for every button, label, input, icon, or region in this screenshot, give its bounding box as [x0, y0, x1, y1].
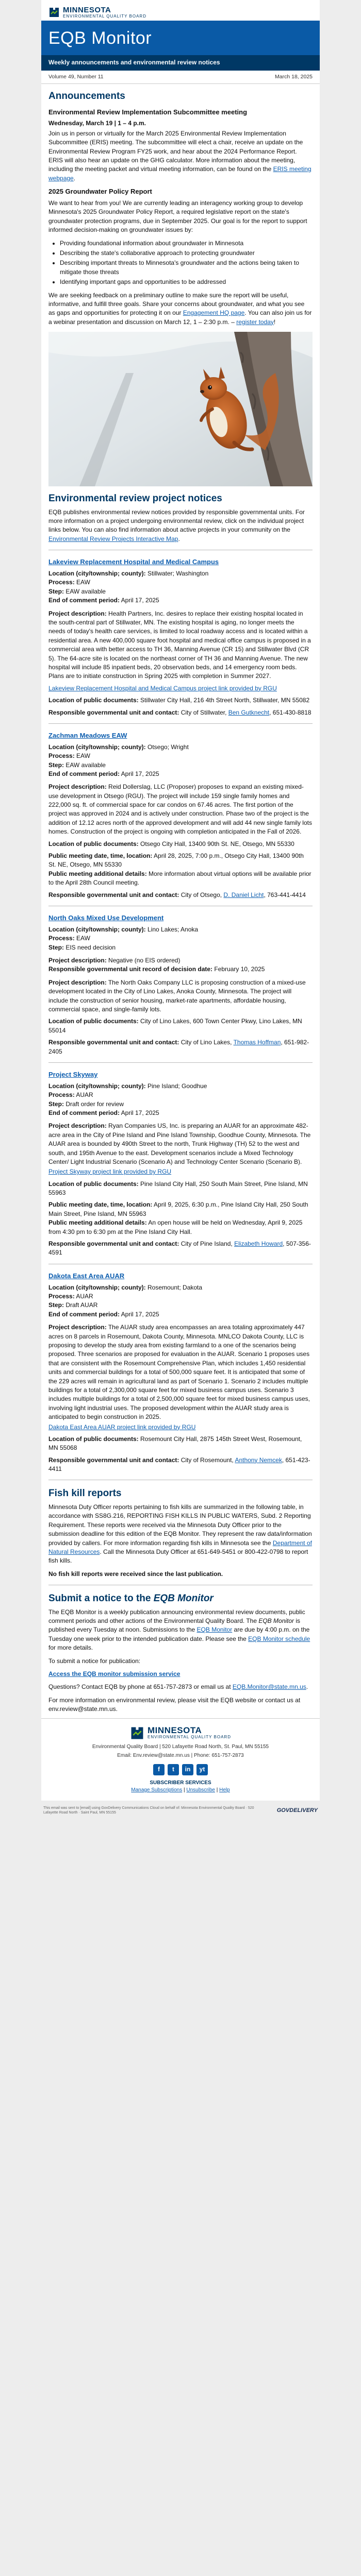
project-rgu-link[interactable]: Lakeview Replacement Hospital and Medical Campus project link provided by RGU — [48, 684, 277, 692]
issue-date: March 18, 2025 — [275, 73, 313, 80]
minnesota-logo-icon — [130, 1726, 144, 1740]
project-meeting-details: More information about virtual options will be available prior to the April 28th Council meeting. — [48, 870, 311, 887]
divider — [48, 723, 313, 724]
submit-heading: Submit a notice to the EQB Monitor — [48, 1593, 214, 1604]
list-item: • Identifying important gaps and opportunities to be addressed — [60, 278, 313, 286]
eris-meeting-when: Wednesday, March 19 | 1 – 4 p.m. — [48, 120, 146, 127]
monitor-schedule-link[interactable]: EQB Monitor schedule — [248, 1635, 310, 1642]
govdelivery-logo[interactable]: GOVDELIVERY — [276, 1807, 318, 1814]
project-description: The AUAR study area encompasses an area totaling approximately 447 acres on 8 parcels in Rosemount, Dakota County, Minnesota. MNLCO Dakota County, LLC is proposing to develop the study area from existing farmland to a one of the scenarios being proposed. Three scenarios are proposed for evaluation in the AUAR. Scenario 1 proposes uses that are consistent with the Rosemount Comprehensive Plan, which includes 1,450 residential units and commercial buildings for a total of 500,000 square feet. It is anticipated that some of the 229 acres will remain in agricultural land as part of Scenario 1. Scenario 2 includes multiple buildings for a total of 2,300,000 square feet for mixed business campus uses. Scenario 3 includes multiple buildings for a total of 2,500,000 square feet for mixed business campus uses, involving light industrial uses. The proposed development within the AUAR study area is anticipated to begin construction in 2025. — [48, 1324, 310, 1421]
project-rgu-link[interactable]: Dakota East Area AUAR project link provided by RGU — [48, 1423, 196, 1431]
project-public-meeting: April 9, 2025, 6:30 p.m., Pine Island City Hall, 250 South Main Street, Pine Island, MN 55963 — [48, 1201, 308, 1217]
project-notice-north-oaks: North Oaks Mixed Use Development Location (city/township; county): Lino Lakes; Anoka Process: EAW Step: EIS need decision Project description: Negative (no EIS ordered) Responsible governmental unit record of decision date: February 10, 2025 Project description: The North Oaks Company LLC is proposing construction of a mixed-use development located in the City of Lino Lakes, Anoka County, Minnesota. The project will include the construction of senior housing, market-rate apartments, affordable housing, commercial space, and single-family lots. Location of public documents: City of Lino Lakes, 600 Town Center Pkwy, Lino Lakes, MN 55014 Responsible governmental unit and contact: City of Lino Lakes, Thomas Hoffman, 651-982-2405 — [48, 914, 309, 1055]
eqb-monitor-email-link[interactable]: EQB.Monitor@state.mn.us — [232, 1683, 306, 1691]
project-decision-date: February 10, 2025 — [214, 965, 265, 973]
submit-more-info: For more information on environmental review, please visit the EQB website or contact us at env.review@state.mn.us. — [48, 1696, 301, 1713]
twitter-icon[interactable]: t — [168, 1764, 179, 1775]
register-webinar-link[interactable]: register today — [236, 318, 274, 326]
email-container — [41, 0, 320, 1801]
project-public-docs: City of Lino Lakes, 600 Town Center Pkwy, Lino Lakes, MN 55014 — [48, 1018, 302, 1034]
project-notice-dakota-east: Dakota East Area AUAR Location (city/township; county): Rosemount; Dakota Process: AUAR Step: Draft AUAR End of comment period: April 17, 2025 Project description: The AUAR study area encompasses an area totaling approximately 447 acres on 8 parcels in Rosemount, Dakota County, Minnesota. MNLCO Dakota County, LLC is proposing to develop the study area from existing farmland to a one of the scenarios being proposed. Three scenarios are proposed for evaluation in the AUAR. Scenario 1 proposes uses that are consistent with the Rosemount Comprehensive Plan, which includes 1,450 residential units and commercial buildings for a total of 500,000 square feet. It is anticipated that some of the 229 acres will remain in agricultural land as part of Scenario 1. Scenario 2 includes multiple buildings for a total of 2,300,000 square feet for mixed business campus uses. Scenario 3 includes multiple buildings for a total of 2,500,000 square feet for mixed business campus uses, involving light industrial uses. The proposed development within the AUAR study area is anticipated to begin construction in 2025. Dakota East Area AUAR project link provided by RGU Location of public documents: Rosemount City Hall, 2875 145th Street West, Rosemount, MN 55068 Responsible governmental unit and contact: City of Rosemount, Anthony Nemcek, 651-423-4411 — [48, 1272, 310, 1473]
groundwater-report-intro: We want to hear from you! We are currently leading an interagency working group to develop Minnesota's 2025 Groundwater Policy Report, a required legislative report on the state's groundwater protection programs, due in September 2025. Our goal is for the report to support informed decision-making on groundwater issues by: — [48, 199, 307, 234]
interactive-map-link[interactable]: Environmental Review Projects Interactive Map — [48, 535, 178, 543]
project-location: Otsego; Wright — [147, 743, 189, 751]
groundwater-report-title: 2025 Groundwater Policy Report — [48, 188, 152, 196]
project-contact-link[interactable]: Elizabeth Howard — [234, 1240, 283, 1248]
newsletter-title: EQB Monitor — [48, 28, 152, 48]
list-item: • Providing foundational information about groundwater in Minnesota — [60, 239, 313, 248]
footer-address: Environmental Quality Board | 520 Lafayette Road North, St. Paul, MN 55155 — [92, 1743, 269, 1750]
project-contact-link[interactable]: Ben Gutknecht — [228, 708, 270, 716]
govdelivery-footer — [41, 1801, 320, 1819]
project-public-docs: Otsego City Hall, 13400 90th St. NE, Otsego, MN 55330 — [140, 840, 294, 848]
volume-bar — [41, 71, 320, 84]
project-notice-skyway: Project Skyway Location (city/township; county): Pine Island; Goodhue Process: AUAR Step: Draft order for review End of comment period: April 17, 2025 Project description: Ryan Companies US, Inc. is preparing an AUAR for an approximate 482-acre area in the City of Pine Island and Pine Island Township, Goodhue County, Minnesota. The AUAR area is bounded by 490th Street to the north, Trunk Highway (TH) 52 to the west and south, and 195th Avenue to the east. Development scenarios include a Mixed Technology Center/ Light Industrial Scenario (Scenario A) and Technology Center Scenario (Scenario B). Project Skyway project link provided by RGU Location of public documents: Pine Island City Hall, 250 South Main Street, Pine Island, MN 55963 Public meeting date, time, location: April 9, 2025, 6:30 p.m., Pine Island City Hall, 250 South Main Street, Pine Island, MN 55963 Public meeting additional details: An open house will be held on Wednesday, April 9, 2025 from 4:30 pm to 6:30 pm at the Pine Island City Hall. Responsible governmental unit and contact: City of Pine Island, Elizabeth Howard, 507-356-4591 — [48, 1070, 311, 1257]
engagement-hq-link[interactable]: Engagement HQ page — [183, 309, 245, 317]
facebook-icon[interactable]: f — [153, 1764, 165, 1775]
dnr-link[interactable]: Department of Natural Resources — [48, 1539, 312, 1555]
review-notices-heading: Environmental review project notices — [48, 493, 222, 504]
project-title-link[interactable]: Dakota East Area AUAR — [48, 1272, 125, 1280]
groundwater-goals-list — [48, 239, 313, 287]
red-squirrel-photo — [48, 332, 313, 486]
fish-kill-heading: Fish kill reports — [48, 1488, 122, 1499]
project-step: EAW available — [65, 761, 106, 769]
announcements-heading: Announcements — [48, 91, 125, 102]
project-end-comment: April 17, 2025 — [121, 770, 159, 777]
project-description: Ryan Companies US, Inc. is preparing an AUAR for an approximate 482-acre area in the City of Pine Island and Pine Island Township, Goodhue County, Minnesota. The AUAR area is bounded by 490th Street to the north, Trunk Highway (TH) 52 to the west and south, and 195th Avenue to the east. Development scenarios include a Mixed Technology Center/ Light Industrial Scenario (Scenario A) and Technology Center Scenario (Scenario B). — [48, 1122, 311, 1165]
tagline-bar: Weekly announcements and environmental review notices — [41, 55, 320, 70]
logo-state: MINNESOTA — [63, 6, 111, 14]
project-public-meeting: April 28, 2025, 7:00 p.m., Otsego City Hall, 13400 90th St. NE, Otsego, MN 55330 — [48, 852, 304, 869]
divider — [48, 1062, 313, 1063]
title-banner — [41, 21, 320, 55]
social-links — [48, 1764, 313, 1775]
footer — [41, 1718, 320, 1801]
eris-meeting-body: Join us in person or virtually for the March 2025 Environmental Review Implementation Subcommittee (ERIS) meeting. The subcommittee will elect a chair, receive an update on the Environmental Review Program FY25 work, and hear about the 2024 Performance Report. ERIS will also hear an update on the GHG calculator. More information about the meeting, including the meeting packet and virtual meeting information, can be found on the ERIS meeting webpage. — [48, 129, 311, 182]
project-rgu-link[interactable]: Project Skyway project link provided by RGU — [48, 1168, 172, 1176]
unsubscribe-link[interactable]: Unsubscribe — [186, 1787, 215, 1793]
project-public-docs: Stillwater City Hall, 216 4th Street North, Stillwater, MN 55082 — [140, 697, 310, 704]
project-process: EAW — [76, 752, 90, 760]
project-step: Draft AUAR — [65, 1301, 98, 1309]
list-item: • Describing important threats to Minnesota's groundwater and the actions being taken to mitigate those threats — [60, 259, 313, 277]
project-public-docs: Pine Island City Hall, 250 South Main Street, Pine Island, MN 55963 — [48, 1180, 308, 1197]
project-description: Health Partners, Inc. desires to replace their existing hospital located in the south-central part of Stillwater, MN. The existing hospital is aging, no longer meets the needs of today's health care services, is limited to local roadway access and is located within a residential area. A new 400,000 square foot hospital and medical office campus is proposed in a commercial area with better access to TH 36, Manning Avenue (CR 15) and Stillwater Blvd (CR 5). The 64-acre site is located on the northeast corner of TH 36 and Manning Avenue. The new hospital will include 85 inpatient beds, 20 observation beds, and 14 emergency room beds. Plans are to initiate construction in Spring 2025 with completion in Summer 2027. — [48, 609, 311, 680]
fish-kill-none: No fish kill reports were received since the last publication. — [48, 1570, 223, 1578]
project-contact-link[interactable]: Anthony Nemcek — [235, 1456, 282, 1464]
project-title-link[interactable]: Project Skyway — [48, 1070, 98, 1078]
project-title-link[interactable]: Zachman Meadows EAW — [48, 731, 127, 739]
submit-questions: Questions? Contact EQB by phone at 651-757-2873 or email us at EQB.Monitor@state.mn.us. — [48, 1683, 308, 1691]
project-title-link[interactable]: Lakeview Replacement Hospital and Medical Campus — [48, 558, 219, 566]
minnesota-logo-icon — [48, 7, 60, 18]
project-location: Stillwater; Washington — [147, 570, 209, 578]
project-step: Draft order for review — [65, 1100, 124, 1108]
footer-agency: ENVIRONMENTAL QUALITY BOARD — [147, 1735, 231, 1740]
project-description: The North Oaks Company LLC is proposing construction of a mixed-use development located in the City of Lino Lakes, Anoka County, Minnesota. The project will include the construction of senior housing, market-rate apartments, affordable housing, commercial space, and single-family lots. — [48, 978, 306, 1013]
project-description: Reid Dollerslag, LLC (Proposer) proposes to expand an existing mixed-use development in Otsego (RGU). The project will include 159 single family homes and 222,000 sq. ft. of commercial space for car condos on 67.46 acres. The first portion of the project was approved in 2024 and is actively under construction. Phase two of the project is the addition of 12.12 acres north of the approved development and will add 44 new single family lots homes. Construction of the project is ongoing with completion anticipated in the Fall of 2026. — [48, 783, 312, 836]
submit-instruction: To submit a notice for publication: — [48, 1657, 141, 1665]
footer-contact: Email: Env.review@state.mn.us | Phone: 651-757-2873 — [117, 1753, 244, 1759]
manage-subscriptions-link[interactable]: Manage Subscriptions — [131, 1787, 183, 1793]
project-location: Lino Lakes; Anoka — [147, 925, 199, 933]
footer-logo[interactable] — [48, 1726, 313, 1740]
govdelivery-disclaimer: This email was sent to [email] using GovDelivery Communications Cloud on behalf of: Minnesota Environmental Quality Board · 520 Lafayette Road North · Saint Paul, MN 55155 — [43, 1806, 254, 1815]
footer-state: MINNESOTA — [147, 1725, 202, 1736]
project-process: EAW — [76, 935, 90, 942]
project-notice-lakeview: Lakeview Replacement Hospital and Medical Campus Location (city/township; county): Stillwater; Washington Process: EAW Step: EAW available End of comment period: April 17, 2025 Project description: Health Partners, Inc. desires to replace their existing hospital located in the south-central part of Stillwater, MN. The existing hospital is aging, no longer meets the needs of today's health care services, is limited to local roadway access and is located within a residential area. A new 400,000 square foot hospital and medical office campus is proposed in a commercial area with better access to TH 36, Manning Avenue (CR 15) and Stillwater Blvd (CR 5). The 64-acre site is located on the northeast corner of TH 36 and Manning Avenue. The new hospital will include 85 inpatient beds, 20 observation beds, and 14 emergency room beds. Plans are to initiate construction in Spring 2025 with completion in Summer 2027. Lakeview Replacement Hospital and Medical Campus project link provided by RGU Location of public documents: Stillwater City Hall, 216 4th Street North, Stillwater, MN 55082 Responsible governmental unit and contact: City of Stillwater, Ben Gutknecht, 651-430-8818 — [48, 558, 311, 716]
eqb-monitor-link[interactable]: EQB Monitor — [196, 1626, 233, 1634]
volume-number: Volume 49, Number 11 — [48, 73, 104, 80]
project-end-comment: April 17, 2025 — [121, 1109, 159, 1116]
youtube-icon[interactable]: yt — [196, 1764, 208, 1775]
project-process: AUAR — [76, 1293, 93, 1300]
project-step: EAW available — [65, 587, 106, 595]
project-notice-zachman: Zachman Meadows EAW Location (city/township; county): Otsego; Wright Process: EAW Step: EAW available End of comment period: April 17, 2025 Project description: Reid Dollerslag, LLC (Proposer) proposes to expand an existing mixed-use development in Otsego (RGU). The project will include 159 single family homes and 222,000 sq. ft. of commercial space for car condos on 67.46 acres. The first portion of the project was approved in 2024 and is actively under construction. Phase two of the project is the addition of 12.12 acres north of the approved development and will add 44 new single family lots homes. Construction of the project is ongoing with completion anticipated in the Fall of 2026. Location of public documents: Otsego City Hall, 13400 90th St. NE, Otsego, MN 55330 Public meeting date, time, location: April 28, 2025, 7:00 p.m., Otsego City Hall, 13400 90th St. NE, Otsego, MN 55330 Public meeting additional details: More information about virtual options will be available prior to the April 28th Council meeting. Responsible governmental unit and contact: City of Otsego, D. Daniel Licht, 763-441-4414 — [48, 731, 312, 899]
fish-kill-body: Minnesota Duty Officer reports pertaining to fish kills are summarized in the following table, in accordance with SS8G.216, REPORTING FISH KILLS IN PUBLIC WATERS, Subd. 2 Reporting Requirement. These reports were received via the Minnesota Duty Officer prior to the submission deadline for this edition of the EQB Monitor. They represent the raw data/information provided by callers. For more information regarding fish kills in Minnesota see the Department of Natural Resources. Call the Minnesota Duty Officer at 651-649-5451 or 800-422-0798 to report fish kills. — [48, 1503, 312, 1565]
linkedin-icon[interactable]: in — [182, 1764, 193, 1775]
project-process: AUAR — [76, 1091, 93, 1099]
groundwater-report-feedback: We are seeking feedback on a preliminary outline to make sure the report will be useful, informative, and fulfill three goals. Share your concerns about groundwater, and what you see as gaps and opportunities for protecting it on our Engagement HQ page. You can also join us for a webinar presentation and discussion on March 12, 1 – 2:30 p.m. – register today! — [48, 291, 312, 326]
project-meeting-details: An open house will be held on Wednesday, April 9, 2025 from 4:30 pm to 6:30 pm at the Pine Island City Hall. — [48, 1219, 303, 1235]
project-contact-link[interactable]: Thomas Hoffman — [233, 1039, 281, 1046]
project-title-link[interactable]: North Oaks Mixed Use Development — [48, 914, 164, 922]
project-public-docs: Rosemount City Hall, 2875 145th Street West, Rosemount, MN 55068 — [48, 1435, 302, 1452]
subscriber-links: Manage Subscriptions | Unsubscribe | Help — [131, 1787, 230, 1793]
project-end-comment: April 17, 2025 — [121, 1310, 159, 1318]
submit-description: The EQB Monitor is a weekly publication announcing environmental review documents, public comment periods and other actions of the Environmental Quality Board. The EQB Monitor is published every Tuesday at noon. Submissions to the EQB Monitor are due by 4:00 p.m. on the Tuesday one week prior to the intended publication date. Please see the EQB Monitor schedule for more details. — [48, 1608, 310, 1652]
logo-agency: ENVIRONMENTAL QUALITY BOARD — [63, 13, 146, 19]
project-step: EIS need decision — [65, 943, 116, 951]
help-link[interactable]: Help — [219, 1787, 230, 1793]
project-location: Pine Island; Goodhue — [147, 1082, 207, 1090]
project-process: EAW — [76, 579, 90, 586]
project-contact-link[interactable]: D. Daniel Licht — [223, 891, 264, 899]
project-end-comment: April 17, 2025 — [121, 597, 159, 604]
project-location: Rosemount; Dakota — [147, 1283, 203, 1291]
list-item: • Describing the state's collaborative approach to protecting groundwater — [60, 249, 313, 258]
subscriber-services-label: SUBSCRIBER SERVICES — [150, 1780, 211, 1786]
submission-service-link[interactable]: Access the EQB monitor submission service — [48, 1670, 180, 1678]
main-content — [41, 89, 320, 1714]
eris-meeting-title: Environmental Review Implementation Subcommittee meeting — [48, 108, 248, 116]
review-notices-intro: EQB publishes environmental review notices provided by responsible governmental units. For more information on a project undergoing environmental review, click on the individual project links below. You can also find information about active projects in your community on the Environmental Review Projects Interactive Map. — [48, 508, 305, 543]
header-logo[interactable] — [41, 3, 320, 21]
project-decision: Negative (no EIS ordered) — [108, 957, 180, 964]
eris-meeting-link[interactable]: ERIS meeting webpage — [48, 165, 311, 182]
